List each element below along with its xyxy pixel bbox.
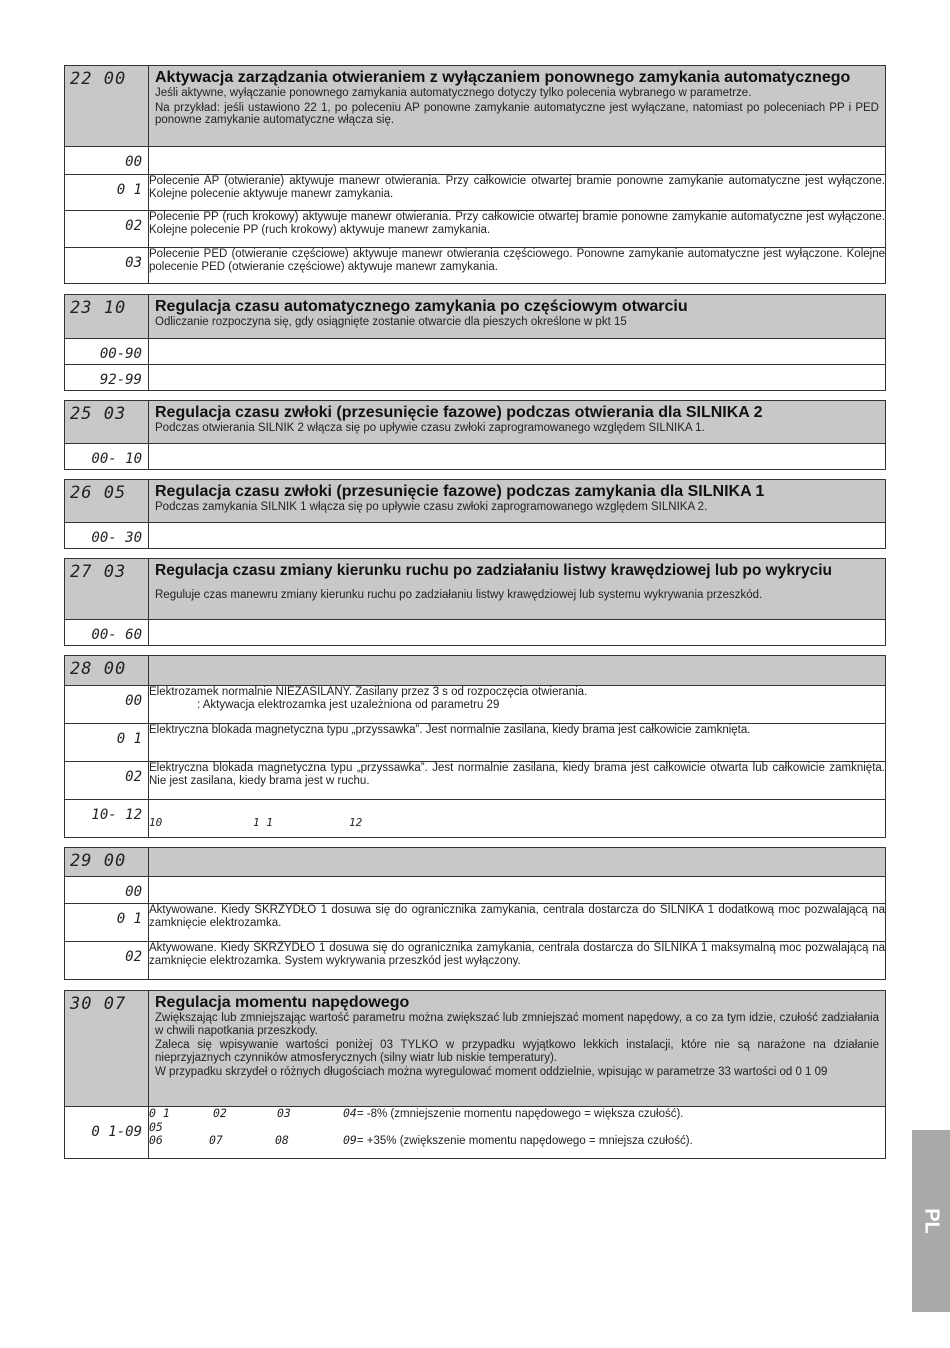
param-value-description: Polecenie PP (ruch krokowy) aktywuje manewr otwierania. Przy całkowicie otwartej bramie ponowne zamykanie automatyczne jest wyłączone. Kolejne polecenie PP (ruch krokowy) aktywuje manewr zamykania. xyxy=(149,211,886,248)
param-value-description xyxy=(149,523,886,549)
param-code: 27 03 xyxy=(65,559,149,620)
param-header xyxy=(149,66,886,147)
option-code: 03 xyxy=(277,1106,291,1120)
param-value-description xyxy=(149,365,886,391)
param-title: Regulacja czasu zwłoki (przesunięcie fazowe) podczas otwierania dla SILNIKA 2 xyxy=(155,404,763,421)
param-header xyxy=(149,848,886,877)
param-value: 0 1-09 xyxy=(65,1107,149,1159)
param-table-28 xyxy=(64,655,886,838)
param-value: 0 1 xyxy=(65,175,149,211)
option-code: 1 1 xyxy=(253,816,273,829)
param-value-description xyxy=(149,686,886,724)
param-code: 23 10 xyxy=(65,295,149,339)
param-value: 0 1 xyxy=(65,904,149,942)
torque-line xyxy=(149,1121,885,1135)
param-value: 00- 30 xyxy=(65,523,149,549)
param-header xyxy=(149,401,886,444)
param-title xyxy=(149,656,885,659)
option-description: = -8% (zmniejszenie momentu napędowego = większa czułość). xyxy=(356,1108,684,1120)
option-description: = +35% (zwiększenie momentu napędowego = mniejsza czułość). xyxy=(356,1135,693,1147)
torque-line xyxy=(149,1134,885,1148)
param-value: 92-99 xyxy=(65,365,149,391)
param-code: 26 05 xyxy=(65,480,149,523)
param-table-29 xyxy=(64,847,886,980)
param-title xyxy=(149,848,885,851)
param-value: 02 xyxy=(65,762,149,800)
param-value: 00 xyxy=(65,147,149,175)
param-value-description xyxy=(149,339,886,365)
param-value-description: Polecenie AP (otwieranie) aktywuje manewr otwierania. Przy całkowicie otwartej bramie ponowne zamykanie automatyczne jest wyłączone. Kolejne polecenie aktywuje manewr zamykania. xyxy=(149,175,886,211)
param-header xyxy=(149,295,886,339)
param-value: 00- 10 xyxy=(65,444,149,470)
param-header xyxy=(149,656,886,686)
language-tab xyxy=(912,1130,950,1312)
option-code: 06 xyxy=(149,1133,163,1147)
param-code: 29 00 xyxy=(65,848,149,877)
param-value-description xyxy=(149,147,886,175)
param-code: 30 07 xyxy=(65,991,149,1107)
param-table-25 xyxy=(64,400,886,470)
param-description: Zaleca się wpisywanie wartości poniżej 03 TYLKO w przypadku wyjątkowo lekkich instalacji, które nie są narażone na działanie nieprzyjaznych czynników atmosferycznych (silny wiatr lub niskie temperatury). xyxy=(155,1039,879,1064)
param-title: Regulacja czasu automatycznego zamykania po częściowym otwarciu xyxy=(155,298,688,315)
param-value-description xyxy=(149,877,886,904)
param-title: Regulacja czasu zmiany kierunku ruchu po zadziałaniu listwy krawędziowej lub po wykryciu xyxy=(155,562,833,579)
param-title: Regulacja czasu zwłoki (przesunięcie fazowe) podczas zamykania dla SILNIKA 1 xyxy=(155,483,765,500)
param-header xyxy=(149,480,886,523)
param-description: Reguluje czas manewru zmiany kierunku ruchu po zadziałaniu listwy krawędziowej lub systemu wykrywania przeszkód. xyxy=(155,589,763,601)
param-table-27 xyxy=(64,558,886,646)
param-header xyxy=(149,559,886,620)
param-value-description: Polecenie PED (otwieranie częściowe) aktywuje manewr otwierania częściowego. Ponowne zamykanie automatyczne jest wyłączone. Kolejne polecenie PED (otwieranie częściowe) aktywuje manewr zamykania. xyxy=(149,248,886,284)
param-value: 10- 12 xyxy=(65,800,149,838)
param-value: 0 1 xyxy=(65,724,149,762)
param-value: 00- 60 xyxy=(65,620,149,646)
param-header xyxy=(149,991,886,1107)
param-value-description xyxy=(149,800,886,838)
param-value-description: Elektryczna blokada magnetyczna typu „przyssawka”. Jest normalnie zasilana, kiedy brama jest całkowicie otwarta lub całkowicie zamknięta. Nie jest zasilana, kiedy brama jest w ruchu. xyxy=(149,762,886,800)
param-code: 22 00 xyxy=(65,66,149,147)
language-tab-label: PL xyxy=(920,1208,943,1234)
param-code: 28 00 xyxy=(65,656,149,686)
option-code: 07 xyxy=(209,1133,223,1147)
torque-line xyxy=(149,1107,885,1121)
param-description: Odliczanie rozpoczyna się, gdy osiągnięte zostanie otwarcie dla pieszych określone w pkt 15 xyxy=(155,316,627,328)
param-value-description xyxy=(149,444,886,470)
param-table-22 xyxy=(64,65,886,284)
param-description: Jeśli aktywne, wyłączanie ponownego zamykania automatycznego dotyczy tylko polecenia wybranego w parametrze. xyxy=(155,87,752,99)
param-value: 00 xyxy=(65,877,149,904)
param-description: Podczas zamykania SILNIK 1 włącza się po upływie czasu zwłoki zaprogramowanego względem SILNIKA 2. xyxy=(155,501,708,513)
param-description: W przypadku skrzydeł o różnych długościach można wyregulować moment oddzielnie, wpisując w parametrze 33 wartości od 0 1 09 xyxy=(155,1066,828,1078)
option-code: 12 xyxy=(349,816,363,829)
param-value-note: : Aktywacja elektrozamka jest uzależniona od parametru 29 xyxy=(197,698,500,711)
param-description: Podczas otwierania SILNIK 2 włącza się po upływie czasu zwłoki zaprogramowanego względem SILNIKA 1. xyxy=(155,422,705,434)
param-description: Na przykład: jeśli ustawiono 22 1, po poleceniu AP ponowne zamykanie automatyczne jest wyłączane, natomiast po poleceniach PP i PED ponowne zamykanie automatyczne włącza się. xyxy=(155,101,879,126)
param-value-description: Elektryczna blokada magnetyczna typu „przyssawka”. Jest normalnie zasilana, kiedy brama jest całkowicie zamknięta. xyxy=(149,724,886,762)
param-table-23 xyxy=(64,294,886,391)
param-value: 00 xyxy=(65,686,149,724)
param-value-description xyxy=(149,1107,886,1159)
option-code: 02 xyxy=(213,1106,227,1120)
option-code: 04 xyxy=(343,1106,357,1120)
option-code: 10 xyxy=(149,816,163,829)
param-value-description: Aktywowane. Kiedy SKRZYDŁO 1 dosuwa się do ogranicznika zamykania, centrala dostarcza do SILNIKA 1 maksymalną moc pozwalającą na zamknięcie elektrozamka. System wykrywania przeszkód jest wyłączony. xyxy=(149,942,886,980)
param-title: Aktywacja zarządzania otwieraniem z wyłączaniem ponownego zamykania automatycznego xyxy=(155,69,851,86)
param-table-26 xyxy=(64,479,886,549)
param-value: 02 xyxy=(65,942,149,980)
param-table-30 xyxy=(64,990,886,1159)
option-code: 0 1 xyxy=(149,1106,170,1120)
option-code: 09 xyxy=(343,1133,357,1147)
param-value: 03 xyxy=(65,248,149,284)
param-value-text: Elektrozamek normalnie NIEZASILANY. Zasilany przez 3 s od rozpoczęcia otwierania. xyxy=(149,686,588,698)
param-code: 25 03 xyxy=(65,401,149,444)
option-code: 08 xyxy=(275,1133,289,1147)
param-value: 02 xyxy=(65,211,149,248)
param-value-description xyxy=(149,620,886,646)
param-title: Regulacja momentu napędowego xyxy=(155,994,410,1011)
param-value: 00-90 xyxy=(65,339,149,365)
option-code: 05 xyxy=(149,1119,163,1134)
param-description: Zwiększając lub zmniejszając wartość parametru można zwiększać lub zmniejszać moment napędowy, a co za tym idzie, czułość zadziałania w chwili napotkania przeszkody. xyxy=(155,1012,879,1037)
param-value-description: Aktywowane. Kiedy SKRZYDŁO 1 dosuwa się do ogranicznika zamykania, centrala dostarcza do SILNIKA 1 dodatkową moc pozwalającą na zamknięcie elektrozamka. xyxy=(149,904,886,942)
